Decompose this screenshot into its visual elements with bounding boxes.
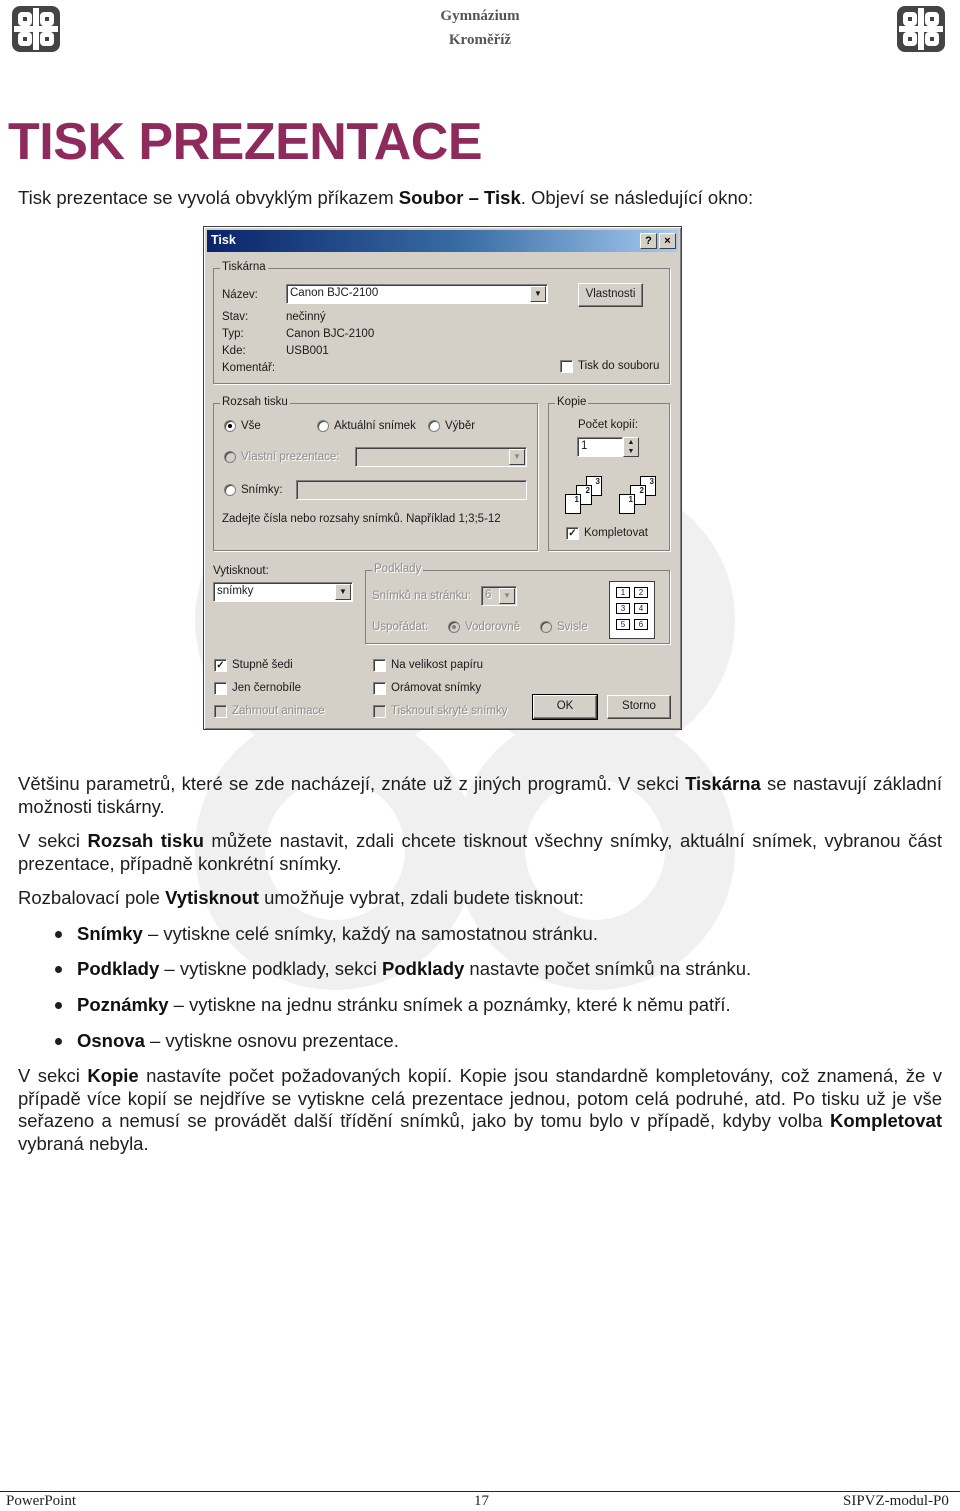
chevron-down-icon[interactable]: ▼: [499, 588, 515, 604]
copies-count-input[interactable]: [577, 437, 623, 457]
bullet-text: – vytiskne celé snímky, každý na samostatnou stránku.: [142, 923, 598, 944]
footer-divider: [0, 1491, 960, 1492]
range-custom-radio[interactable]: [224, 451, 236, 463]
school-name-line2: Kroměříž: [448, 32, 512, 48]
layout-cell: 2: [634, 587, 648, 598]
bullet-text: – vytiskne na jednu stránku snímek a poznámky, které k němu patří.: [168, 994, 731, 1015]
range-custom-label: Vlastní prezentace:: [241, 451, 340, 463]
range-slides-label: Snímky:: [241, 484, 283, 496]
bullet-term: Podklady: [77, 958, 160, 979]
per-page-value: 6: [485, 589, 492, 601]
school-logo-icon: [10, 4, 62, 54]
order-vertical-radio[interactable]: [540, 621, 552, 633]
paragraph-copies: [18, 1065, 942, 1155]
school-name-line1: Gymnázium: [440, 8, 520, 24]
school-name: [380, 4, 580, 52]
intro-paragraph: [18, 187, 942, 210]
collate-page-number: 1: [574, 495, 579, 504]
properties-button[interactable]: Vlastnosti: [578, 283, 643, 307]
printer-status-label: Stav:: [222, 311, 249, 323]
printer-type-value: Canon BJC-2100: [286, 328, 375, 340]
help-button[interactable]: ?: [640, 233, 657, 249]
range-hint: Zadejte čísla nebo rozsahy snímků. Například 1;3;5-12: [222, 513, 501, 525]
list-item: [77, 958, 751, 980]
p2-text-c: můžete nastavit, zdali chcete tisknout všechny snímky, aktuální snímek, vybranou část prezentace, případně konkrétní snímky.: [18, 830, 942, 874]
grayscale-checkbox[interactable]: ✓: [214, 659, 227, 672]
layout-cell: 5: [616, 619, 630, 630]
p4-term: Kopie: [87, 1065, 139, 1086]
collate-page-number: 3: [649, 477, 654, 486]
range-slides-radio[interactable]: [224, 484, 236, 496]
bullet-term: Snímky: [77, 923, 143, 944]
custom-show-select[interactable]: [355, 447, 527, 467]
order-vertical-label: Svisle: [557, 621, 588, 633]
handout-layout-icon: [609, 581, 655, 639]
handouts-label: Podklady: [374, 563, 422, 575]
scale-to-fit-label: Na velikost papíru: [391, 659, 484, 671]
p4-text-e: vybraná nebyla.: [18, 1132, 149, 1154]
range-all-radio[interactable]: [224, 420, 236, 432]
print-to-file-label: Tisk do souboru: [578, 360, 660, 372]
chevron-down-icon[interactable]: ▼: [509, 449, 525, 465]
per-page-label: Snímků na stránku:: [372, 590, 472, 602]
p4-text-c: nastavíte počet požadovaných kopií. Kopie jsou standardně kompletovány, což znamená, že v případě více kopií se nejdříve se vytiskne celá prezentace jednou, potom celá podruhé, atd. Po tisku už je vše seřazeno a nemusí se provádět další třídění snímků, jako by tomu bylo v případě, kdyby volba: [18, 1065, 942, 1131]
intro-command: Soubor – Tisk: [398, 187, 521, 208]
page-title: TISK PREZENTACE: [8, 113, 483, 171]
include-animations-label: Zahrnout animace: [232, 705, 325, 717]
printer-name-value: Canon BJC-2100: [290, 287, 379, 299]
order-horizontal-label: Vodorovně: [465, 621, 520, 633]
list-item: [77, 1030, 399, 1052]
p3-term: Vytisknout: [165, 887, 259, 908]
dialog-titlebar: [207, 230, 678, 252]
p1-term: Tiskárna: [685, 773, 761, 794]
layout-cell: 3: [616, 603, 630, 614]
printer-type-label: Typ:: [222, 328, 244, 340]
printer-where-value: USB001: [286, 345, 329, 357]
collate-checkbox[interactable]: ✓: [566, 527, 579, 540]
printer-status-value: nečinný: [286, 311, 326, 323]
layout-cell: 1: [616, 587, 630, 598]
printer-name-label: Název:: [222, 289, 258, 301]
print-hidden-checkbox[interactable]: [373, 705, 386, 718]
paragraph-printer: [18, 773, 942, 818]
slides-range-input[interactable]: [296, 480, 527, 500]
p2-text-a: V sekci: [18, 830, 88, 851]
bullet-term-2: Podklady: [382, 958, 465, 979]
footer-left: PowerPoint: [6, 1493, 77, 1509]
collate-page-number: 2: [639, 486, 644, 495]
pure-bw-label: Jen černobíle: [232, 682, 302, 694]
include-animations-checkbox[interactable]: [214, 705, 227, 718]
frame-slides-label: Orámovat snímky: [391, 682, 482, 694]
print-range-label: Rozsah tisku: [222, 396, 288, 408]
ok-button[interactable]: OK: [533, 695, 597, 719]
paragraph-print-what: [18, 887, 942, 910]
collate-page-number: 3: [595, 477, 600, 486]
p1-text-a: Většinu parametrů, které se zde nacházejí, znáte už z jiných programů. V sekci: [18, 773, 686, 794]
p3-text-c: umožňuje vybrat, zdali budete tisknout:: [258, 887, 584, 908]
print-what-value: snímky: [217, 585, 254, 597]
printer-comment-label: Komentář:: [222, 362, 276, 374]
printer-group-label: Tiskárna: [222, 261, 266, 273]
chevron-down-icon[interactable]: ▼: [335, 584, 351, 600]
per-page-select[interactable]: [481, 586, 517, 606]
intro-text-end: . Objeví se následující okno:: [520, 187, 754, 208]
list-item: [77, 923, 598, 945]
order-label: Uspořádat:: [372, 621, 429, 633]
print-hidden-label: Tisknout skryté snímky: [391, 705, 508, 717]
p4-text-a: V sekci: [18, 1065, 88, 1086]
dialog-title: Tisk: [211, 233, 236, 247]
chevron-down-icon[interactable]: ▼: [530, 286, 546, 302]
collate-label: Kompletovat: [584, 527, 648, 539]
p4-term-2: Kompletovat: [829, 1110, 942, 1131]
layout-cell: 6: [634, 619, 648, 630]
footer-right: SIPVZ-modul-P0: [843, 1493, 949, 1509]
collate-page-number: 2: [585, 486, 590, 495]
page-number: 17: [474, 1493, 489, 1509]
pure-bw-checkbox[interactable]: [214, 682, 227, 695]
print-to-file-checkbox[interactable]: [560, 360, 573, 373]
printer-where-label: Kde:: [222, 345, 246, 357]
list-item: [77, 994, 731, 1016]
bullet-text: – vytiskne osnovu prezentace.: [144, 1030, 399, 1051]
copies-spinner[interactable]: ▲ ▼: [623, 437, 639, 457]
collate-page-icon: [619, 494, 635, 514]
range-selection-label: Výběr: [445, 420, 476, 432]
range-all-label: Vše: [241, 420, 261, 432]
bullet-text: – vytiskne podklady, sekci: [159, 958, 383, 979]
scale-to-fit-checkbox[interactable]: [373, 659, 386, 672]
bullet-text-2: nastavte počet snímků na stránku.: [464, 958, 752, 979]
intro-text: Tisk prezentace se vyvolá obvyklým příkazem: [18, 187, 399, 208]
p2-term: Rozsah tisku: [87, 830, 204, 851]
print-what-select[interactable]: [213, 582, 353, 602]
print-what-label: Vytisknout:: [213, 565, 269, 577]
order-horizontal-radio[interactable]: [448, 621, 460, 633]
collate-page-number: 1: [628, 495, 633, 504]
bullet-term: Osnova: [77, 1030, 145, 1051]
range-current-label: Aktuální snímek: [334, 420, 416, 432]
frame-slides-checkbox[interactable]: [373, 682, 386, 695]
layout-cell: 4: [634, 603, 648, 614]
range-current-radio[interactable]: [317, 420, 329, 432]
bullet-term: Poznámky: [77, 994, 169, 1015]
paragraph-range: [18, 830, 942, 875]
school-logo-icon: [895, 4, 947, 54]
cancel-button[interactable]: Storno: [607, 695, 671, 719]
copies-count-value: 1: [581, 440, 588, 452]
collate-page-icon: [565, 494, 581, 514]
grayscale-label: Stupně šedi: [232, 659, 293, 671]
printer-name-select[interactable]: [286, 284, 548, 304]
copies-label: Kopie: [557, 396, 587, 408]
close-button[interactable]: ×: [659, 233, 676, 249]
range-selection-radio[interactable]: [428, 420, 440, 432]
p3-text-a: Rozbalovací pole: [18, 887, 166, 908]
p1-text-c: se nastavují základní možnosti tiskárny.: [18, 773, 942, 817]
copies-count-label: Počet kopií:: [578, 419, 639, 431]
